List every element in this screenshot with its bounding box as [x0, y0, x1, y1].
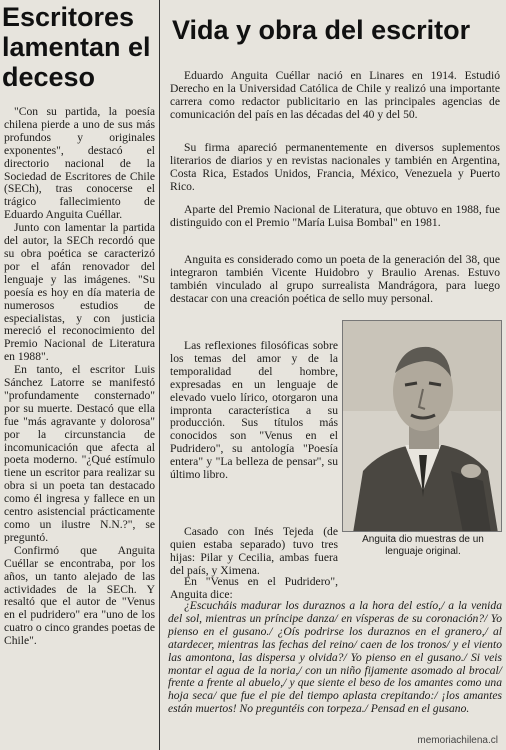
main-paragraph-4: Anguita es considerado como un poeta de la generación del 38, que integraron también Vicente Huidobro y Braulio Arenas. Estuvo también vinculado al grupo surrealista Mandrágora, para luego destacar con una creación poética de sello muy personal.: [170, 253, 500, 305]
poem-excerpt: ¿Escucháis madurar los duraznos a la hora del estío,/ a la venida del sol, mientras un príncipe danza/ en vísperas de su coronación?/ Yo pienso en el gusano./ ¿Oís podrirse los duraznos en el granero,/ al atardecer, mientras las fechas del reino/ caen de los tronos/ y el viento las amontona, las dispersa y olvida?/ Yo pienso en el gusano./ Si veis montar el agua de la noria,/ con un niño fijamente asomado al brocal/ frente a frente al abuelo,/ y que siente el beso de los amantes como una hoja seca/ que fue el pie del tiempo aplasta crepitando:/ ¡los amantes están muertos! No preguntéis con torpeza./ Pensad en el gusano.: [168, 599, 502, 716]
main-paragraph-2: Su firma apareció permanentemente en diversos suplementos literarios de diarios y en revistas nacionales y también en Argentina, Costa Rica, Estados Unidos, Francia, México, Venezuela y Puerto Rico.: [170, 141, 500, 193]
photo-caption: Anguita dio muestras de un lenguaje original.: [362, 534, 484, 557]
portrait-photo: [342, 320, 502, 532]
main-headline: Vida y obra del escritor: [172, 15, 471, 45]
main-paragraph-1: Eduardo Anguita Cuéllar nació en Linares en 1914. Estudió Derecho en la Universidad Católica de Chile y realizó una importante carrera como redactor publicitario en las principales agencias de comunicación del país en las décadas del 40 y del 50.: [170, 69, 500, 121]
left-paragraph-3: En tanto, el escritor Luis Sánchez Latorre se manifestó "profundamente consternado" por su muerte. Destacó que ella fue "más agravante y dolorosa" por la circunstancia de incomunicación que afecta al poeta moderno. "¿Qué estímulo tiene un escritor para realizar su obra si un poeta tan destacado como él ingresa y fallece en un centro asistencial prácticamente como un ilustre N.N.?", se preguntó.: [4, 363, 155, 544]
left-paragraph-1: "Con su partida, la poesía chilena pierde a uno de sus más profundos y originales exponentes", destacó el directorio nacional de la Sociedad de Escritores de Chile (SECh), tras conocerse el trágico fallecimiento de Eduardo Anguita Cuéllar.: [4, 105, 155, 222]
watermark: memoriachilena.cl: [417, 735, 498, 746]
left-article-body: [4, 106, 155, 648]
main-paragraph-6: Casado con Inés Tejeda (de quien estaba separado) tuvo tres hijas: Pilar y Cecilia, ambas fuera del país, y Ximena.: [170, 525, 338, 577]
portrait-illustration: [343, 321, 502, 532]
left-paragraph-2: Junto con lamentar la partida del autor, la SECh recordó que su obra poética se caracterizó por el afán renovador del lenguaje y las imágenes. "Su poesía es hoy en día materia de numerosos estudios de especialistas, y con justicia mereció el reconocimiento del Premio Nacional de Literatura en 1988".: [4, 221, 155, 364]
left-headline: Escritores lamentan el deceso: [2, 2, 151, 92]
left-column: [0, 0, 160, 750]
main-paragraph-5: Las reflexiones filosóficas sobre los temas del amor y de la temporalidad del hombre, expresadas en un lenguaje de elevado vuelo lírico, otorgaron una impronta característica a su producción. Sus títulos más conocidos son "Venus en el Pudridero", su antología "Poesía entera" y "La belleza de pensar", su último libro.: [170, 339, 338, 482]
left-paragraph-4: Confirmó que Anguita Cuéllar se encontraba, por los años, un tanto alejado de las actividades de la SECh. Y resaltó que el autor de "Venus en el pudridero" era "uno de los cuatro o cinco grandes poetas de Chile".: [4, 543, 155, 648]
main-paragraph-3: Aparte del Premio Nacional de Literatura, que obtuvo en 1988, fue distinguido con el Premio "María Luisa Bombal" en 1981.: [170, 203, 500, 229]
main-paragraph-7: En "Venus en el Pudridero", Anguita dice:: [170, 575, 338, 601]
